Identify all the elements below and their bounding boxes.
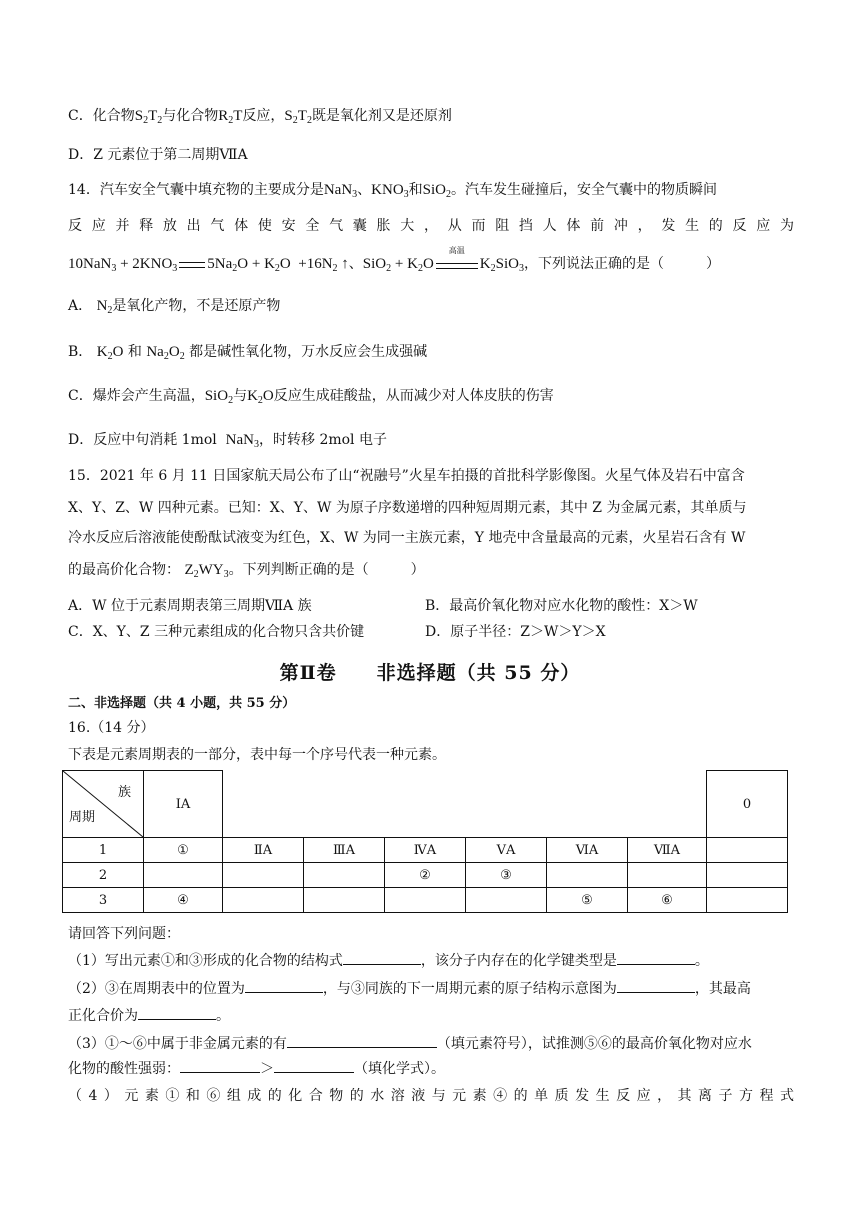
q16-part-2 xyxy=(68,978,751,999)
cell-empty xyxy=(707,888,788,913)
q14-a-label: A． xyxy=(68,298,93,314)
corner-label-group: 族 xyxy=(117,785,131,800)
q13-c-text-4: 既是氧化剂又是还原剂 xyxy=(311,108,452,124)
q16-p2-text-2: ，与③同族的下一周期元素的原子结构示意图为 xyxy=(322,981,617,997)
cell-empty xyxy=(223,863,304,888)
formula-sio2: SiO$_2$ xyxy=(422,182,451,200)
answer-blank[interactable] xyxy=(617,950,695,965)
q16-p3-gt: ＞ xyxy=(260,1061,274,1077)
q16-intro: 下表是元素周期表的一部分，表中每一个序号代表一种元素。 xyxy=(68,747,446,763)
header-group-1a: ⅠA xyxy=(144,771,223,838)
header-group-3a: ⅢA xyxy=(304,838,385,863)
cell-empty xyxy=(304,888,385,913)
q14-line-1 xyxy=(68,180,717,200)
q14-text-c: 和 xyxy=(408,182,423,198)
equals-sign xyxy=(179,262,205,268)
header-group-5a: ⅤA xyxy=(466,838,547,863)
q15-text-a: 的最高价化合物： xyxy=(68,562,180,578)
q15-line-4 xyxy=(68,560,425,580)
q15-option-c: C．X、Y、Z 三种元素组成的化合物只含共价键 xyxy=(68,624,365,640)
cell-element-3: ③ xyxy=(466,863,547,888)
q13-option-d: D．Z 元素位于第二周期ⅦA xyxy=(68,147,248,163)
q16-part-2-cont xyxy=(68,1005,230,1026)
q14-text-b: 、 xyxy=(357,182,372,198)
q14-c-text-1: C．爆炸会产生高温， xyxy=(68,388,205,404)
q14-option-b xyxy=(68,342,427,362)
q16-p2-text-5: 。 xyxy=(216,1008,230,1024)
header-group-2a: ⅡA xyxy=(223,838,304,863)
cell-empty xyxy=(707,838,788,863)
q14-option-c xyxy=(68,386,554,406)
q14-c-text-2: 与 xyxy=(233,388,248,404)
formula-sio2-c: SiO$_2$ xyxy=(204,388,234,406)
equation-2: $SiO_2 + K_2O$ 高温 $K_2SiO_3$ xyxy=(362,245,524,274)
header-group-4a: ⅣA xyxy=(385,838,466,863)
equation-1: $10NaN_3 + 2KNO_3$ $5Na_2O + K_2O +16N_2$ ↑ xyxy=(68,256,349,274)
q15-line-2: X、Y、Z、W 四种元素。已知：X、Y、W 为原子序数递增的四种短周期元素，其中 Z 为金属元素，其单质与 xyxy=(68,500,747,516)
q15-line-3: 冷水反应后溶液能使酚酞试液变为红色，X、W 为同一主族元素，Y 地壳中含量最高的元素，火星岩石含有 W xyxy=(68,530,746,546)
cell-element-6: ⑥ xyxy=(628,888,707,913)
cell-empty xyxy=(304,863,385,888)
cell-empty xyxy=(547,863,628,888)
cell-empty xyxy=(144,863,223,888)
cell-element-1: ① xyxy=(144,838,223,863)
q13-option-c xyxy=(68,106,452,126)
header-group-0: 0 xyxy=(707,771,788,838)
corner-label-period: 周期 xyxy=(69,810,96,825)
answer-blank[interactable] xyxy=(617,978,695,993)
q13-c-text-3: 反应， xyxy=(242,108,285,124)
q15-line-1: 15．2021 年 6 月 11 日国家航天局公布了山“祝融号”火星车拍摄的首批科学影像图。火星气体及岩石中富含 xyxy=(68,468,745,484)
formula-s2t2: $S_2T_2$ xyxy=(134,108,163,126)
cell-empty xyxy=(223,888,304,913)
answer-blank[interactable] xyxy=(245,978,323,993)
q16-heading: 16.（14 分） xyxy=(68,720,155,736)
q16-p3-text-3: 化物的酸性强弱： xyxy=(68,1061,180,1077)
q14-d-text-1: D．反应中句消耗 1mol xyxy=(68,432,222,448)
q14-d-text-2: ，时转移 2mol 电子 xyxy=(259,432,387,448)
section-title: 第Ⅱ卷 非选择题（共 55 分） xyxy=(279,662,581,684)
q16-p1-text-3: 。 xyxy=(694,953,709,969)
period-label-3: 3 xyxy=(63,888,144,913)
formula-n2: $N_2$ xyxy=(96,298,113,316)
q14-c-text-3: 反应生成硅酸盐，从而减少对人体皮肤的伤害 xyxy=(273,388,554,404)
q16-prompt: 请回答下列问题： xyxy=(68,926,180,942)
formula-k2o: $K_2O$ xyxy=(96,344,124,362)
q16-part-4: （4）元素①和⑥组成的化合物的水溶液与元素④的单质发生反应，其离子方程式 xyxy=(68,1088,794,1104)
header-group-7a: ⅦA xyxy=(628,838,707,863)
table-corner-cell xyxy=(63,771,144,838)
q14-option-a xyxy=(68,296,280,316)
answer-blank[interactable] xyxy=(180,1058,260,1073)
cell-empty xyxy=(707,863,788,888)
formula-nan3: NaN$_3$ xyxy=(323,182,358,200)
section-subtitle: 二、非选择题（共 4 小题，共 55 分） xyxy=(68,696,296,711)
condition-equals xyxy=(434,245,480,272)
q14-b-label: B． xyxy=(68,344,93,360)
q13-c-text-1: C．化合物 xyxy=(68,108,135,124)
q15-option-a: A．W 位于元素周期表第三周期ⅦA 族 xyxy=(68,598,312,614)
q16-p2-text-1: （2）③在周期表中的位置为 xyxy=(68,981,245,997)
q16-part-1 xyxy=(68,950,709,971)
q13-c-text-2: 与化合物 xyxy=(162,108,219,124)
q14-text-tail: ，下列说法正确的是（ ） xyxy=(523,256,720,272)
period-label-1: 1 xyxy=(63,838,144,863)
cell-empty xyxy=(628,863,707,888)
q16-p3-text-2: （填元素符号），试推测⑤⑥的最高价氧化物对应水 xyxy=(436,1036,752,1052)
period-label-2: 2 xyxy=(63,863,144,888)
q14-text-d: 。汽车发生碰撞后，安全气囊中的物质瞬间 xyxy=(451,182,717,198)
cell-element-2: ② xyxy=(385,863,466,888)
q14-option-d xyxy=(68,430,387,450)
q16-p2-text-3: ，其最高 xyxy=(694,981,751,997)
cell-element-5: ⑤ xyxy=(547,888,628,913)
header-gap xyxy=(223,771,707,838)
answer-blank[interactable] xyxy=(287,1033,437,1048)
answer-blank[interactable] xyxy=(274,1058,354,1073)
q16-part-3-cont xyxy=(68,1058,445,1079)
q15-option-d: D．原子半径：Z＞W＞Y＞X xyxy=(425,624,606,640)
formula-nan3-d: NaN$_3$ xyxy=(225,432,259,450)
periodic-table xyxy=(62,770,788,913)
q16-p1-text-2: ，该分子内存在的化学键类型是 xyxy=(420,953,617,969)
q15-text-b: 。下列判断正确的是（ ） xyxy=(228,562,425,578)
q16-part-3 xyxy=(68,1033,752,1054)
cell-element-4: ④ xyxy=(144,888,223,913)
q16-p1-text-1: （1）写出元素①和③形成的化合物的结构式 xyxy=(68,953,343,969)
answer-blank[interactable] xyxy=(343,950,421,965)
cell-empty xyxy=(466,888,547,913)
q14-line-2: 反应并释放出气体使安全气囊胀大，从而阻挡人体前冲，发生的反应为 xyxy=(68,218,794,234)
q16-p2-text-4: 正化合价为 xyxy=(68,1008,138,1024)
formula-r2t: $R_2T$ xyxy=(218,108,243,126)
formula-s2t2-b: $S_2T_2$ xyxy=(284,108,312,126)
condition-label: 高温 xyxy=(448,245,465,255)
q14-text-a: 14．汽车安全气囊中填充物的主要成分是 xyxy=(68,182,324,198)
corner-diagonal xyxy=(63,771,143,837)
formula-kno3: $KNO_3$ xyxy=(371,182,409,200)
formula-na2o2: $Na_2O_2$ xyxy=(146,344,185,362)
q16-p3-text-4: （填化学式）。 xyxy=(354,1061,445,1077)
q16-p3-text-1: （3）①～⑥中属于非金属元素的有 xyxy=(68,1036,287,1052)
formula-k2o-c: $K_2O$ xyxy=(247,388,274,406)
header-group-6a: ⅥA xyxy=(547,838,628,863)
answer-blank[interactable] xyxy=(138,1005,216,1020)
q14-b-and: 和 xyxy=(127,344,142,360)
formula-z2wy3: $Z_2WY_3$ xyxy=(184,562,229,580)
cell-empty xyxy=(385,888,466,913)
q15-option-b: B．最高价氧化物对应水化物的酸性：X＞W xyxy=(425,598,698,614)
q14-a-text: 是氧化产物，不是还原产物 xyxy=(112,298,281,314)
q14-b-text: 都是碱性氧化物，万水反应会生成强碱 xyxy=(189,344,428,360)
q14-line-3-equations: $10NaN_3 + 2KNO_3$ $5Na_2O + K_2O +16N_2$ ↑、$SiO_2 + K_2O$ 高温 $K_2SiO_3$，下列说法正确的是（ ） xyxy=(68,245,720,274)
